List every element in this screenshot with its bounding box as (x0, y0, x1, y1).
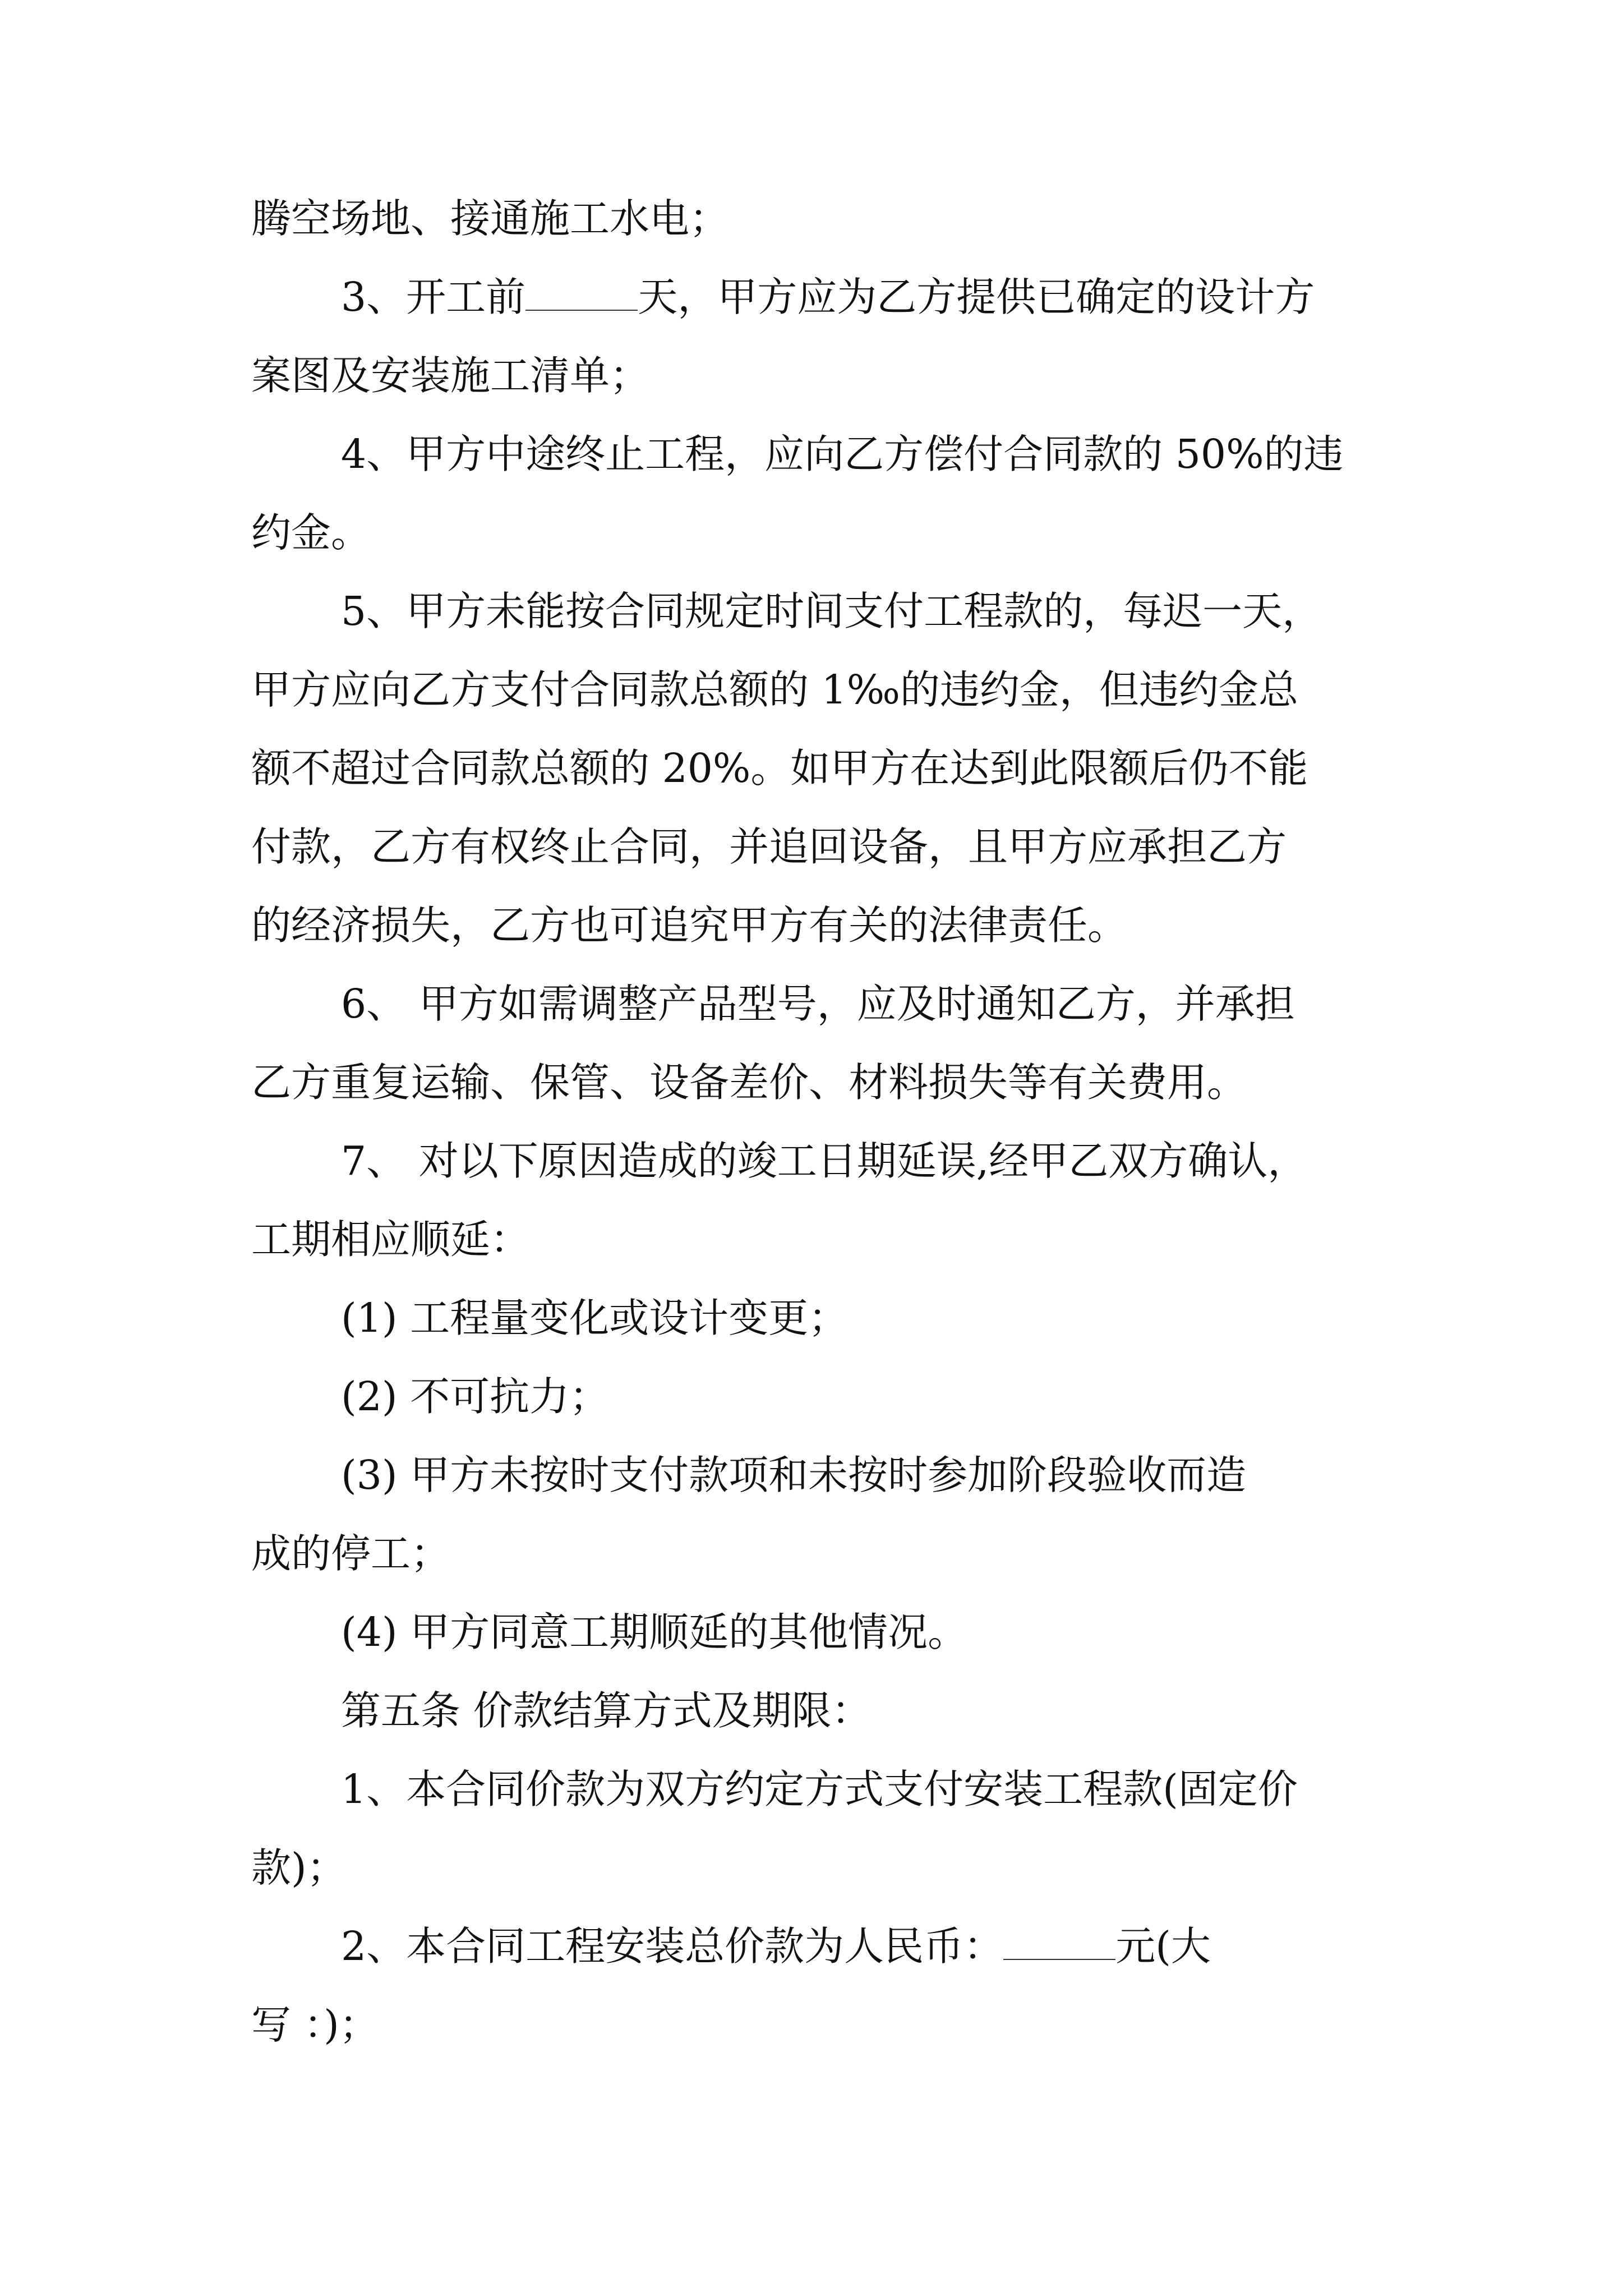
blank-days-field (525, 276, 638, 311)
clause-3-start: 3、开工前 (341, 274, 526, 320)
sub-item-4: (4) 甲方同意工期顺延的其他情况。 (341, 1609, 968, 1655)
clause-7-line-1: 7、 对以下原因造成的竣工日期延误,经甲乙双方确认， (341, 1138, 1308, 1184)
article-5-heading: 第五条 价款结算方式及期限： (341, 1687, 872, 1734)
article-5-item-2-line-1 (341, 1918, 1211, 1975)
clause-6-line-1: 6、 甲方如需调整产品型号，应及时通知乙方，并承担 (341, 981, 1295, 1027)
clause-5-line-5: 的经济损失，乙方也可追究甲方有关的法律责任。 (251, 902, 1128, 949)
clause-4-line-1: 4、甲方中途终止工程，应向乙方偿付合同款的 50%的违 (341, 431, 1344, 477)
clause-5-line-2: 甲方应向乙方支付合同款总额的 1‰的违约金，但违约金总 (251, 666, 1299, 713)
sub-item-1: (1) 工程量变化或设计变更； (341, 1295, 849, 1341)
paragraph-line: 腾空场地、接通施工水电； (251, 195, 730, 242)
sub-item-3-line-1: (3) 甲方未按时支付款项和未按时参加阶段验收而造 (341, 1452, 1247, 1498)
article-5-item-1-line-2: 款)； (251, 1844, 347, 1891)
item-2-rest: 元(大 (1115, 1923, 1211, 1970)
clause-3-line-1 (341, 269, 1315, 325)
article-5-item-2-line-2: 写 ：)； (251, 2001, 379, 2048)
blank-amount-field (1003, 1925, 1115, 1960)
clause-3-line-2: 案图及安装施工清单； (251, 352, 650, 399)
clause-7-line-2: 工期相应顺延： (251, 1216, 531, 1263)
clause-4-line-2: 约金。 (251, 509, 371, 556)
sub-item-3-line-2: 成的停工； (251, 1530, 451, 1577)
item-2-start: 2、本合同工程安装总价款为人民币： (341, 1923, 1004, 1970)
clause-3-rest: 天，甲方应为乙方提供已确定的设计方 (638, 274, 1315, 320)
article-5-item-1-line-1: 1、本合同价款为双方约定方式支付安装工程款(固定价 (341, 1766, 1298, 1812)
clause-6-line-2: 乙方重复运输、保管、设备差价、材料损失等有关费用。 (251, 1059, 1247, 1106)
clause-5-line-3: 额不超过合同款总额的 20%。如甲方在达到此限额后仍不能 (251, 745, 1308, 792)
sub-item-2: (2) 不可抗力； (341, 1373, 610, 1420)
clause-5-line-4: 付款，乙方有权终止合同，并追回设备，且甲方应承担乙方 (251, 823, 1287, 870)
clause-5-line-1: 5、甲方未能按合同规定时间支付工程款的，每迟一天， (341, 588, 1322, 634)
